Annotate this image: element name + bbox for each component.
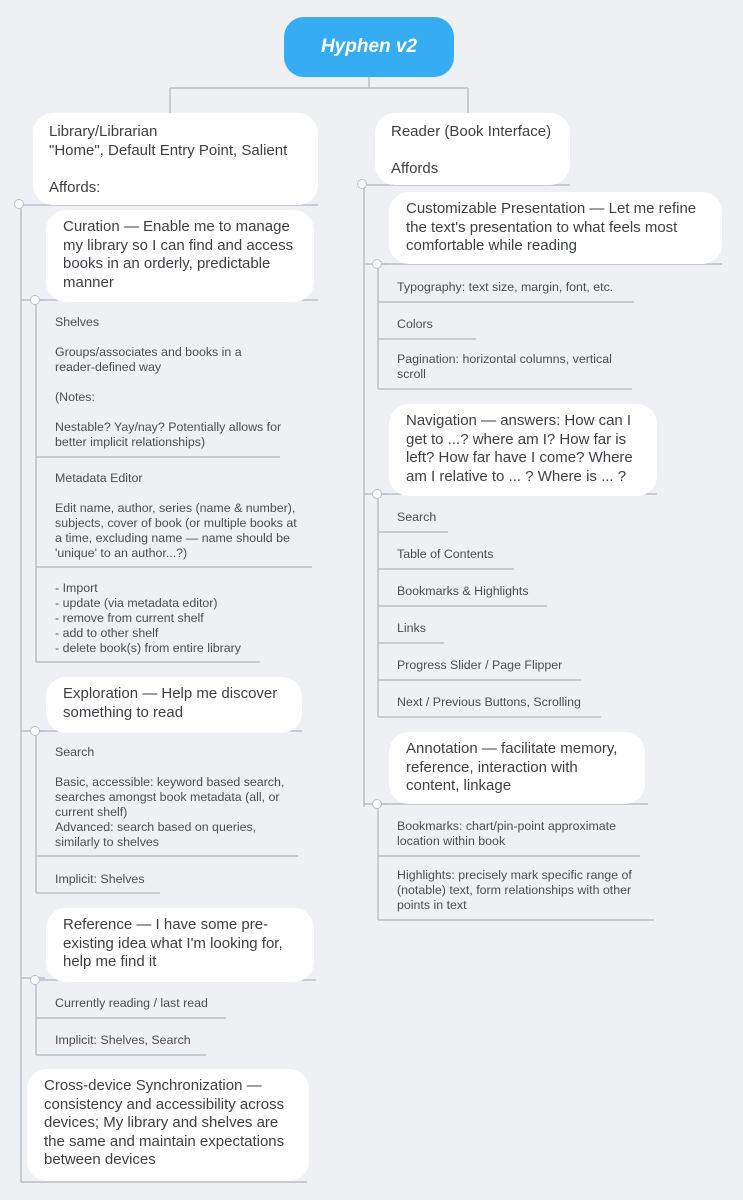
bookmarks-highlights-note[interactable]: Bookmarks & Highlights <box>397 584 529 598</box>
library-topic[interactable]: Library/Librarian "Home", Default Entry Point, Salient Affords: <box>33 113 318 205</box>
root-topic[interactable]: Hyphen v2 <box>284 17 454 77</box>
currently-reading-note[interactable]: Currently reading / last read <box>55 996 208 1010</box>
shelves-note[interactable]: Shelves Groups/associates and books in a reader-defined way (Notes: Nestable? Yay/nay? Potentially allows for better implicit relationships) <box>55 315 282 449</box>
nav-search-note[interactable]: Search <box>397 510 437 524</box>
collapse-knob[interactable] <box>357 179 367 189</box>
links-note[interactable]: Links <box>397 621 426 635</box>
collapse-knob[interactable] <box>30 975 40 985</box>
next-previous-note[interactable]: Next / Previous Buttons, Scrolling <box>397 695 581 709</box>
presentation-topic[interactable]: Customizable Presentation — Let me refine the text's presentation to what feels most comfortable while reading <box>389 192 722 264</box>
curation-topic[interactable]: Curation — Enable me to manage my library so I can find and access books in an orderly, predictable manner <box>46 210 314 302</box>
collapse-knob[interactable] <box>14 199 24 209</box>
collapse-knob[interactable] <box>30 726 40 736</box>
exploration-topic[interactable]: Exploration — Help me discover something to read <box>46 677 302 733</box>
collapse-knob[interactable] <box>30 295 40 305</box>
exploration-implicit-note[interactable]: Implicit: Shelves <box>55 872 145 886</box>
progress-slider-note[interactable]: Progress Slider / Page Flipper <box>397 658 563 672</box>
collapse-knob[interactable] <box>372 259 382 269</box>
reader-topic[interactable]: Reader (Book Interface) Affords <box>375 113 570 185</box>
reference-topic[interactable]: Reference — I have some pre-existing idea what I'm looking for, help me find it <box>46 908 314 982</box>
pagination-note[interactable]: Pagination: horizontal columns, vertical scroll <box>397 352 612 381</box>
annotation-topic[interactable]: Annotation — facilitate memory, reference, interaction with content, linkage <box>389 732 645 804</box>
library-actions-note[interactable]: - Import - update (via metadata editor) - remove from current shelf - add to other shelf - delete book(s) from entire library <box>55 581 241 655</box>
typography-note[interactable]: Typography: text size, margin, font, etc. <box>397 280 614 294</box>
reference-implicit-note[interactable]: Implicit: Shelves, Search <box>55 1033 191 1047</box>
sync-topic[interactable]: Cross-device Synchronization — consistency and accessibility across devices; My library and shelves are the same and maintain expectations between devices <box>27 1069 309 1181</box>
colors-note[interactable]: Colors <box>397 317 433 331</box>
toc-note[interactable]: Table of Contents <box>397 547 494 561</box>
exploration-search-note[interactable]: Search Basic, accessible: keyword based search, searches amongst book metadata (all, or current shelf) Advanced: search based on queries, similarly to shelves <box>55 745 285 849</box>
annotation-highlights-note[interactable]: Highlights: precisely mark specific range of (notable) text, form relationships with other points in text <box>397 868 632 912</box>
collapse-knob[interactable] <box>372 489 382 499</box>
metadata-editor-note[interactable]: Metadata Editor Edit name, author, series (name & number), subjects, cover of book (or multiple books at a time, excluding name — name should be 'unique' to an author...?) <box>55 471 297 560</box>
collapse-knob[interactable] <box>372 799 382 809</box>
annotation-bookmarks-note[interactable]: Bookmarks: chart/pin-point approximate location within book <box>397 819 617 848</box>
navigation-topic[interactable]: Navigation — answers: How can I get to ...? where am I? How far is left? How far have I come? Where am I relative to ... ? Where is ... ? <box>389 404 657 496</box>
